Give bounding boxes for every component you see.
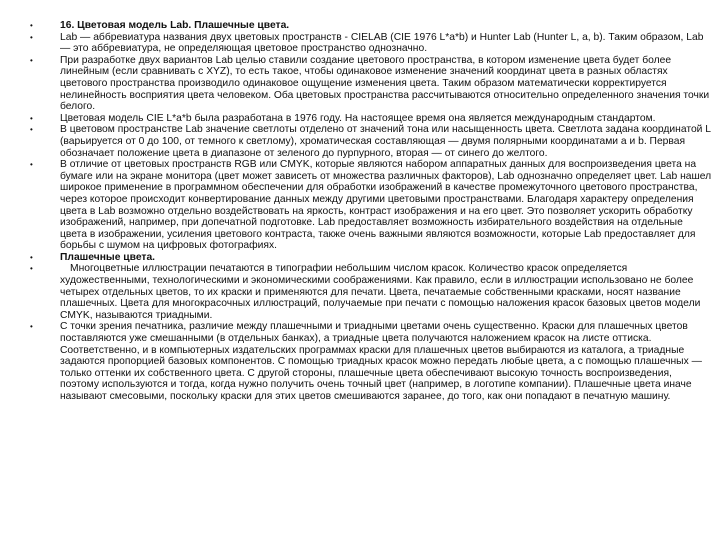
bullet-icon: • bbox=[30, 55, 33, 65]
document-body bbox=[30, 20, 712, 403]
list-item bbox=[30, 159, 712, 252]
bullet-icon: • bbox=[30, 113, 33, 123]
paragraph-text: Цветовая модель CIE L*a*b была разработана в 1976 году. На настоящее время она является международным стандартом. bbox=[60, 112, 656, 124]
list-item bbox=[30, 55, 712, 113]
list-item bbox=[30, 32, 712, 55]
bullet-list bbox=[30, 20, 712, 403]
heading-lab: 16. Цветовая модель Lab. Плашечные цвета. bbox=[60, 20, 290, 31]
bullet-icon: • bbox=[30, 125, 33, 135]
paragraph-text: В цветовом пространстве Lab значение светлоты отделено от значений тона или насыщенность цвета. Светлота задана координатой L (варьируется от 0 до 100, от темного к светлому), хроматическая составляющая — двумя полярными координатами a и b. Первая обозначает положение цвета в диапазоне от зеленого до пурпурного, вторая — от синего до желтого. bbox=[60, 124, 711, 159]
paragraph-text: При разработке двух вариантов Lab целью ставили создание цветового пространства, в котором изменение цвета будет более линейным (если сравнивать с XYZ), то есть такое, чтобы одинаковое изменение значений координат цвета в разных областях цветового пространства производило одинаковое ощущение изменения цвета. Таким образом математически корректируется нелинейность восприятия цвета человеком. Оба цветовых пространства рассчитываются относительно определенного значения точки белого. bbox=[60, 54, 710, 113]
bullet-icon: • bbox=[30, 21, 33, 30]
bullet-icon: • bbox=[30, 322, 33, 332]
paragraph-text: Многоцветные иллюстрации печатаются в типографии небольшим числом красок. Количество красок определяется художественными, технологическими и экономическими соображениями. Как правило, если в иллюстрации использовано не более четырех отдельных цветов, то их краски и применяются для печати. Цвета, печатаемые собственными красками, носят название плашечных. Цвета для многокрасочных иллюстраций, получаемые при печати с помощью наложения красок базовых цветов модели CMYK, называются триадными. bbox=[60, 263, 701, 321]
bullet-icon: • bbox=[30, 252, 33, 262]
list-item bbox=[30, 124, 712, 159]
list-item bbox=[30, 321, 712, 402]
bullet-icon: • bbox=[30, 32, 33, 42]
list-item bbox=[30, 20, 712, 32]
paragraph-text: Lab — аббревиатура названия двух цветовых пространств - CIELAB (CIE 1976 L*a*b) и Hunter Lab (Hunter L, a, b). Таким образом, Lab — это аббревиатура, не определяющая цветовое пространство однозначно. bbox=[60, 31, 704, 55]
list-item bbox=[30, 252, 712, 264]
paragraph-text: В отличие от цветовых пространств RGB или CMYK, которые являются набором аппаратных данных для воспроизведения цвета на бумаге или на экране монитора (цвет может зависеть от множества различных факторов), Lab однозначно определяет цвет. Lab нашел широкое применение в программном обеспечении для обработки изображений в качестве промежуточного цветового пространства, через которое происходит конвертирование данных между другими цветовыми пространствами. Благодаря характеру определения цвета в Lab возможно отдельно воздействовать на яркость, контраст изображения и на его цвет. Это позволяет ускорить обработку изображений, например, при допечатной подготовке. Lab предоставляет возможность избирательного воздействия на отдельные цвета в изображении, усиления цветового контраста, также очень важными являются возможности, которые Lab предоставляет для борьбы с шумом на цифровых фотографиях. bbox=[60, 159, 712, 252]
list-item bbox=[30, 113, 712, 125]
heading-spot-colors: Плашечные цвета. bbox=[60, 251, 156, 263]
list-item bbox=[30, 263, 712, 321]
bullet-icon: • bbox=[30, 160, 33, 170]
paragraph-text: С точки зрения печатника, различие между плашечными и триадными цветами очень существенно. Краски для плашечных цветов поставляются уже смешанными (в отдельных банках), а триадные цвета получаются наложением красок на листе оттиска. Соответственно, и в компьютерных издательских программах краски для плашечных цветов выбираются из каталога, а триадные задаются пропорцией базовых компонентов. С помощью триадных красок можно передать любые цвета, а с помощью плашечных — только оттенки их собственного цвета. С другой стороны, плашечные цвета обеспечивают высокую точность воспроизведения, поэтому используются и тогда, когда нужно получить очень точный цвет (например, в логотипе компании). Плашечные цвета иначе называют смесовыми, поскольку краски для этих цветов смешиваются заранее, до того, как они попадают в печатную машину. bbox=[60, 321, 702, 402]
bullet-icon: • bbox=[30, 264, 33, 274]
